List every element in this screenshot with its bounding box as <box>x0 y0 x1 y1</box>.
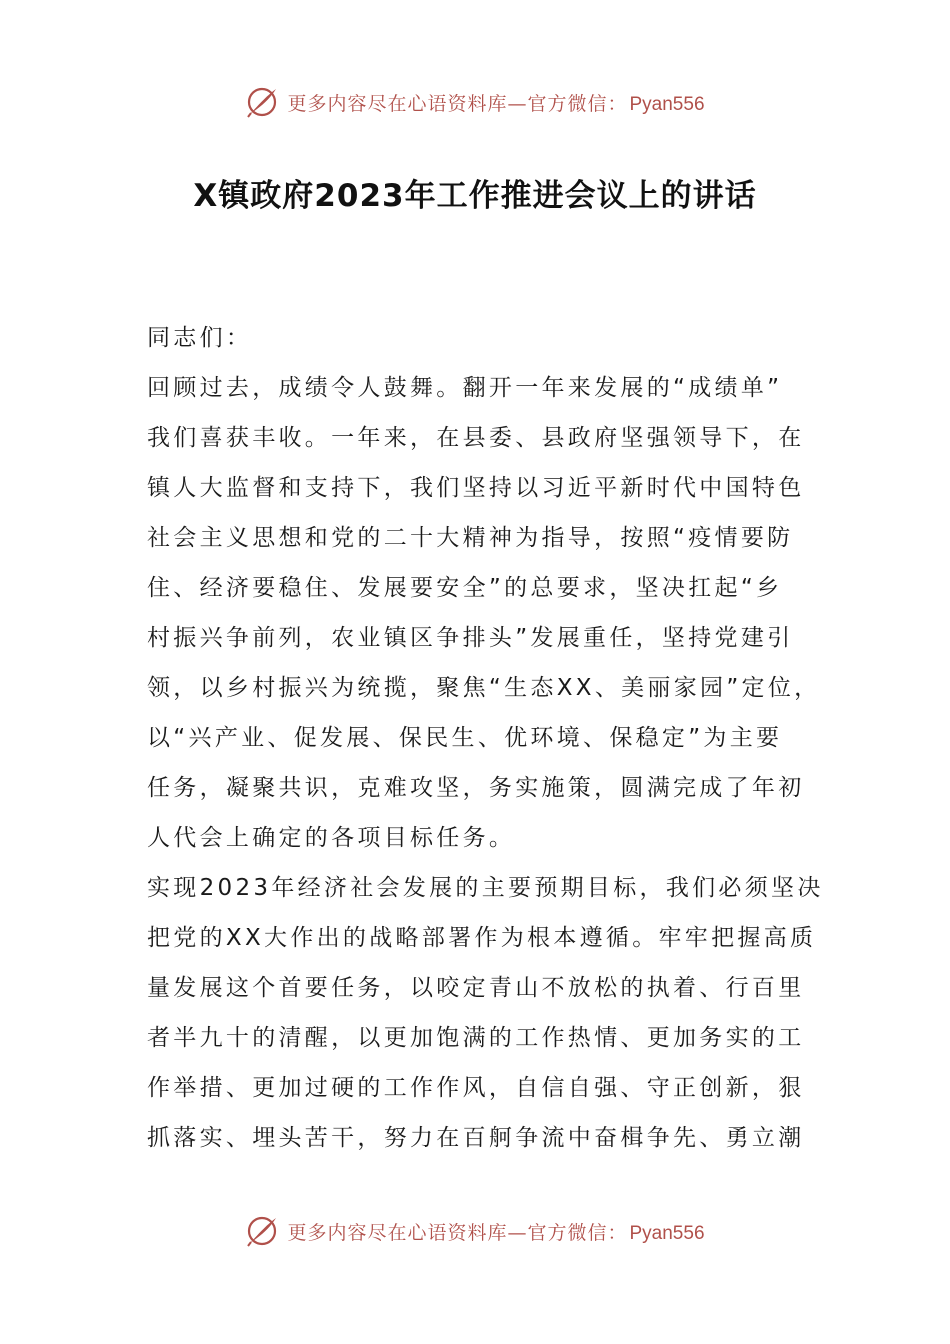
text-line: 社会主义思想和党的二十大精神为指导，按照“疫情要防 <box>147 525 794 551</box>
quill-pen-circle-icon <box>245 1214 279 1248</box>
text-line: 镇人大监督和支持下，我们坚持以习近平新时代中国特色 <box>147 475 805 501</box>
text-line: 把党的XX大作出的战略部署作为根本遵循。牢牢把握高质 <box>147 925 817 951</box>
document-title: X镇政府2023年工作推进会议上的讲话 <box>193 178 757 214</box>
text-line: 回顾过去，成绩令人鼓舞。翻开一年来发展的“成绩单” <box>147 375 783 401</box>
wechat-id: Pyan556 <box>629 93 705 115</box>
text-line: 村振兴争前列，农业镇区争排头”发展重任，坚持党建引 <box>147 625 794 651</box>
text-line: 量发展这个首要任务，以咬定青山不放松的执着、行百里 <box>147 975 805 1001</box>
text-line: 以“兴产业、促发展、保民生、优环境、保稳定”为主要 <box>147 725 783 751</box>
header-watermark <box>0 82 950 122</box>
text-line: 任务，凝聚共识，克难攻坚，务实施策，圆满完成了年初 <box>147 775 805 801</box>
text-line: 住、经济要稳住、发展要安全”的总要求，坚决扛起“乡 <box>147 575 783 601</box>
watermark-text: 更多内容尽在心语资料库—官方微信： Pyan556 <box>287 92 705 115</box>
text-line: 作举措、更加过硬的工作作风，自信自强、守正创新，狠 <box>147 1075 805 1101</box>
text-line: 抓落实、埋头苦干，努力在百舸争流中奋楫争先、勇立潮 <box>147 1125 805 1151</box>
footer-watermark <box>0 1211 950 1251</box>
text-line: 人代会上确定的各项目标任务。 <box>147 825 516 851</box>
text-line: 领，以乡村振兴为统揽，聚焦“生态XX、美丽家园”定位， <box>147 675 821 701</box>
text-line: 者半九十的清醒，以更加饱满的工作热情、更加务实的工 <box>147 1025 805 1051</box>
text-line: 实现2023年经济社会发展的主要预期目标，我们必须坚决 <box>147 875 824 901</box>
text-line: 我们喜获丰收。一年来，在县委、县政府坚强领导下，在 <box>147 425 805 451</box>
wechat-id: Pyan556 <box>629 1222 705 1244</box>
quill-pen-circle-icon <box>245 85 279 119</box>
watermark-text: 更多内容尽在心语资料库—官方微信： Pyan556 <box>287 1221 705 1244</box>
salutation-line: 同志们： <box>147 325 253 351</box>
document-body <box>147 313 824 1163</box>
